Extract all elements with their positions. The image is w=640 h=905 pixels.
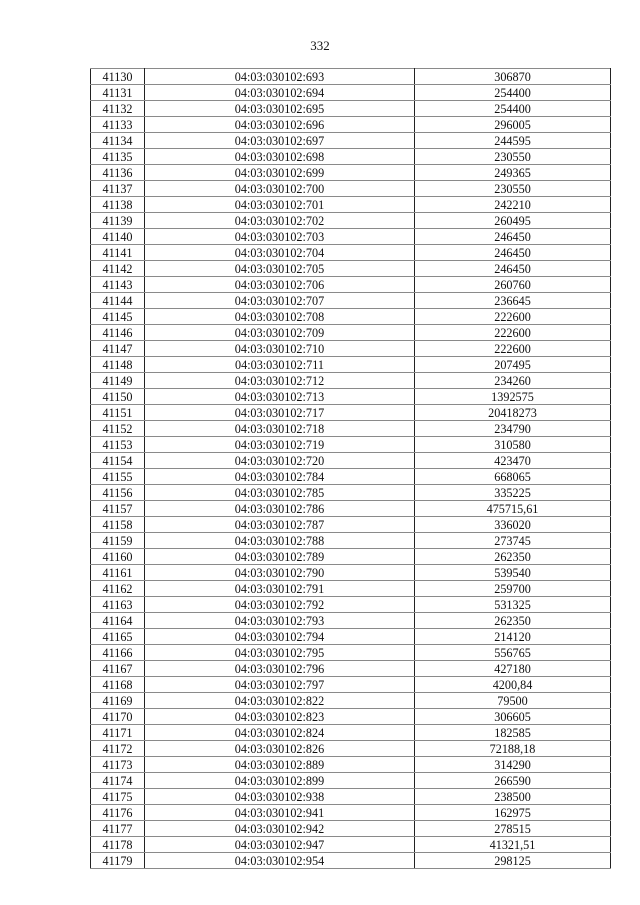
row-number-cell: 41174 — [91, 773, 145, 789]
value-cell: 162975 — [415, 805, 611, 821]
value-cell: 262350 — [415, 549, 611, 565]
value-cell: 475715,61 — [415, 501, 611, 517]
cadastral-number-cell: 04:03:030102:942 — [145, 821, 415, 837]
cadastral-number-cell: 04:03:030102:703 — [145, 229, 415, 245]
row-number-cell: 41147 — [91, 341, 145, 357]
row-number-cell: 41170 — [91, 709, 145, 725]
value-cell: 296005 — [415, 117, 611, 133]
value-cell: 298125 — [415, 853, 611, 869]
row-number-cell: 41169 — [91, 693, 145, 709]
value-cell: 254400 — [415, 85, 611, 101]
row-number-cell: 41143 — [91, 277, 145, 293]
row-number-cell: 41162 — [91, 581, 145, 597]
table-row — [91, 117, 611, 133]
table-row — [91, 773, 611, 789]
value-cell: 244595 — [415, 133, 611, 149]
table-row — [91, 197, 611, 213]
cadastral-number-cell: 04:03:030102:794 — [145, 629, 415, 645]
value-cell: 246450 — [415, 261, 611, 277]
value-cell: 306605 — [415, 709, 611, 725]
row-number-cell: 41163 — [91, 597, 145, 613]
cadastral-number-cell: 04:03:030102:706 — [145, 277, 415, 293]
table-row — [91, 389, 611, 405]
table-row — [91, 757, 611, 773]
cadastral-number-cell: 04:03:030102:696 — [145, 117, 415, 133]
row-number-cell: 41151 — [91, 405, 145, 421]
value-cell: 246450 — [415, 245, 611, 261]
cadastral-number-cell: 04:03:030102:941 — [145, 805, 415, 821]
value-cell: 423470 — [415, 453, 611, 469]
table-row — [91, 853, 611, 869]
table-row — [91, 341, 611, 357]
table-row — [91, 549, 611, 565]
value-cell: 1392575 — [415, 389, 611, 405]
row-number-cell: 41130 — [91, 69, 145, 85]
cadastral-number-cell: 04:03:030102:719 — [145, 437, 415, 453]
table-row — [91, 453, 611, 469]
value-cell: 254400 — [415, 101, 611, 117]
value-cell: 266590 — [415, 773, 611, 789]
row-number-cell: 41141 — [91, 245, 145, 261]
value-cell: 310580 — [415, 437, 611, 453]
cadastral-number-cell: 04:03:030102:786 — [145, 501, 415, 517]
value-cell: 246450 — [415, 229, 611, 245]
cadastral-number-cell: 04:03:030102:796 — [145, 661, 415, 677]
table-row — [91, 501, 611, 517]
cadastral-number-cell: 04:03:030102:698 — [145, 149, 415, 165]
row-number-cell: 41139 — [91, 213, 145, 229]
table-row — [91, 309, 611, 325]
value-cell: 556765 — [415, 645, 611, 661]
cadastral-number-cell: 04:03:030102:947 — [145, 837, 415, 853]
table-row — [91, 485, 611, 501]
cadastral-number-cell: 04:03:030102:695 — [145, 101, 415, 117]
row-number-cell: 41144 — [91, 293, 145, 309]
cadastral-number-cell: 04:03:030102:710 — [145, 341, 415, 357]
table-row — [91, 789, 611, 805]
cadastral-value-table — [90, 68, 611, 869]
value-cell: 207495 — [415, 357, 611, 373]
row-number-cell: 41131 — [91, 85, 145, 101]
table-row — [91, 229, 611, 245]
cadastral-number-cell: 04:03:030102:789 — [145, 549, 415, 565]
table-row — [91, 581, 611, 597]
row-number-cell: 41152 — [91, 421, 145, 437]
value-cell: 273745 — [415, 533, 611, 549]
row-number-cell: 41145 — [91, 309, 145, 325]
table-row — [91, 277, 611, 293]
table-row — [91, 709, 611, 725]
cadastral-number-cell: 04:03:030102:713 — [145, 389, 415, 405]
cadastral-number-cell: 04:03:030102:954 — [145, 853, 415, 869]
cadastral-number-cell: 04:03:030102:791 — [145, 581, 415, 597]
row-number-cell: 41178 — [91, 837, 145, 853]
row-number-cell: 41142 — [91, 261, 145, 277]
table-row — [91, 741, 611, 757]
table-row — [91, 821, 611, 837]
row-number-cell: 41153 — [91, 437, 145, 453]
table-body — [91, 69, 611, 869]
cadastral-number-cell: 04:03:030102:824 — [145, 725, 415, 741]
cadastral-number-cell: 04:03:030102:712 — [145, 373, 415, 389]
row-number-cell: 41164 — [91, 613, 145, 629]
value-cell: 262350 — [415, 613, 611, 629]
cadastral-number-cell: 04:03:030102:704 — [145, 245, 415, 261]
table-row — [91, 149, 611, 165]
cadastral-number-cell: 04:03:030102:788 — [145, 533, 415, 549]
value-cell: 249365 — [415, 165, 611, 181]
row-number-cell: 41136 — [91, 165, 145, 181]
table-row — [91, 565, 611, 581]
cadastral-number-cell: 04:03:030102:693 — [145, 69, 415, 85]
value-cell: 314290 — [415, 757, 611, 773]
table-row — [91, 101, 611, 117]
value-cell: 20418273 — [415, 405, 611, 421]
cadastral-number-cell: 04:03:030102:784 — [145, 469, 415, 485]
row-number-cell: 41175 — [91, 789, 145, 805]
row-number-cell: 41158 — [91, 517, 145, 533]
row-number-cell: 41172 — [91, 741, 145, 757]
table-row — [91, 373, 611, 389]
value-cell: 230550 — [415, 181, 611, 197]
table-row — [91, 517, 611, 533]
cadastral-number-cell: 04:03:030102:700 — [145, 181, 415, 197]
value-cell: 260495 — [415, 213, 611, 229]
row-number-cell: 41146 — [91, 325, 145, 341]
row-number-cell: 41157 — [91, 501, 145, 517]
cadastral-number-cell: 04:03:030102:702 — [145, 213, 415, 229]
row-number-cell: 41161 — [91, 565, 145, 581]
table-row — [91, 629, 611, 645]
cadastral-number-cell: 04:03:030102:709 — [145, 325, 415, 341]
row-number-cell: 41179 — [91, 853, 145, 869]
cadastral-number-cell: 04:03:030102:705 — [145, 261, 415, 277]
row-number-cell: 41154 — [91, 453, 145, 469]
row-number-cell: 41176 — [91, 805, 145, 821]
table-row — [91, 85, 611, 101]
row-number-cell: 41149 — [91, 373, 145, 389]
row-number-cell: 41134 — [91, 133, 145, 149]
value-cell: 222600 — [415, 341, 611, 357]
row-number-cell: 41165 — [91, 629, 145, 645]
cadastral-number-cell: 04:03:030102:822 — [145, 693, 415, 709]
table-row — [91, 613, 611, 629]
value-cell: 539540 — [415, 565, 611, 581]
cadastral-number-cell: 04:03:030102:694 — [145, 85, 415, 101]
cadastral-number-cell: 04:03:030102:938 — [145, 789, 415, 805]
table-row — [91, 405, 611, 421]
table-row — [91, 469, 611, 485]
row-number-cell: 41137 — [91, 181, 145, 197]
cadastral-number-cell: 04:03:030102:711 — [145, 357, 415, 373]
table-row — [91, 293, 611, 309]
value-cell: 236645 — [415, 293, 611, 309]
table-row — [91, 69, 611, 85]
table-row — [91, 693, 611, 709]
value-cell: 238500 — [415, 789, 611, 805]
table-row — [91, 261, 611, 277]
value-cell: 278515 — [415, 821, 611, 837]
cadastral-number-cell: 04:03:030102:787 — [145, 517, 415, 533]
row-number-cell: 41132 — [91, 101, 145, 117]
table-row — [91, 325, 611, 341]
row-number-cell: 41150 — [91, 389, 145, 405]
table-row — [91, 133, 611, 149]
value-cell: 41321,51 — [415, 837, 611, 853]
cadastral-number-cell: 04:03:030102:697 — [145, 133, 415, 149]
value-cell: 335225 — [415, 485, 611, 501]
cadastral-number-cell: 04:03:030102:826 — [145, 741, 415, 757]
cadastral-number-cell: 04:03:030102:792 — [145, 597, 415, 613]
cadastral-number-cell: 04:03:030102:707 — [145, 293, 415, 309]
cadastral-number-cell: 04:03:030102:790 — [145, 565, 415, 581]
value-cell: 242210 — [415, 197, 611, 213]
table-row — [91, 661, 611, 677]
table-row — [91, 533, 611, 549]
value-cell: 427180 — [415, 661, 611, 677]
table-row — [91, 837, 611, 853]
value-cell: 222600 — [415, 309, 611, 325]
row-number-cell: 41135 — [91, 149, 145, 165]
cadastral-number-cell: 04:03:030102:899 — [145, 773, 415, 789]
cadastral-number-cell: 04:03:030102:889 — [145, 757, 415, 773]
table-row — [91, 213, 611, 229]
row-number-cell: 41140 — [91, 229, 145, 245]
value-cell: 72188,18 — [415, 741, 611, 757]
value-cell: 182585 — [415, 725, 611, 741]
value-cell: 234260 — [415, 373, 611, 389]
value-cell: 222600 — [415, 325, 611, 341]
cadastral-number-cell: 04:03:030102:720 — [145, 453, 415, 469]
cadastral-number-cell: 04:03:030102:701 — [145, 197, 415, 213]
page-number: 332 — [310, 38, 330, 53]
table-row — [91, 677, 611, 693]
row-number-cell: 41156 — [91, 485, 145, 501]
cadastral-number-cell: 04:03:030102:785 — [145, 485, 415, 501]
row-number-cell: 41166 — [91, 645, 145, 661]
cadastral-number-cell: 04:03:030102:708 — [145, 309, 415, 325]
cadastral-number-cell: 04:03:030102:823 — [145, 709, 415, 725]
row-number-cell: 41138 — [91, 197, 145, 213]
value-cell: 336020 — [415, 517, 611, 533]
cadastral-number-cell: 04:03:030102:718 — [145, 421, 415, 437]
table-row — [91, 597, 611, 613]
row-number-cell: 41159 — [91, 533, 145, 549]
cadastral-number-cell: 04:03:030102:699 — [145, 165, 415, 181]
cadastral-number-cell: 04:03:030102:797 — [145, 677, 415, 693]
row-number-cell: 41171 — [91, 725, 145, 741]
row-number-cell: 41177 — [91, 821, 145, 837]
value-cell: 531325 — [415, 597, 611, 613]
table-row — [91, 645, 611, 661]
row-number-cell: 41160 — [91, 549, 145, 565]
value-cell: 214120 — [415, 629, 611, 645]
value-cell: 230550 — [415, 149, 611, 165]
table-row — [91, 357, 611, 373]
table-row — [91, 165, 611, 181]
row-number-cell: 41133 — [91, 117, 145, 133]
value-cell: 668065 — [415, 469, 611, 485]
row-number-cell: 41148 — [91, 357, 145, 373]
row-number-cell: 41168 — [91, 677, 145, 693]
cadastral-number-cell: 04:03:030102:795 — [145, 645, 415, 661]
row-number-cell: 41167 — [91, 661, 145, 677]
value-cell: 260760 — [415, 277, 611, 293]
table-row — [91, 437, 611, 453]
row-number-cell: 41155 — [91, 469, 145, 485]
cadastral-number-cell: 04:03:030102:793 — [145, 613, 415, 629]
value-cell: 79500 — [415, 693, 611, 709]
table-row — [91, 421, 611, 437]
value-cell: 4200,84 — [415, 677, 611, 693]
table-row — [91, 805, 611, 821]
value-cell: 234790 — [415, 421, 611, 437]
row-number-cell: 41173 — [91, 757, 145, 773]
value-cell: 259700 — [415, 581, 611, 597]
table-row — [91, 725, 611, 741]
value-cell: 306870 — [415, 69, 611, 85]
table-row — [91, 245, 611, 261]
cadastral-number-cell: 04:03:030102:717 — [145, 405, 415, 421]
table-row — [91, 181, 611, 197]
